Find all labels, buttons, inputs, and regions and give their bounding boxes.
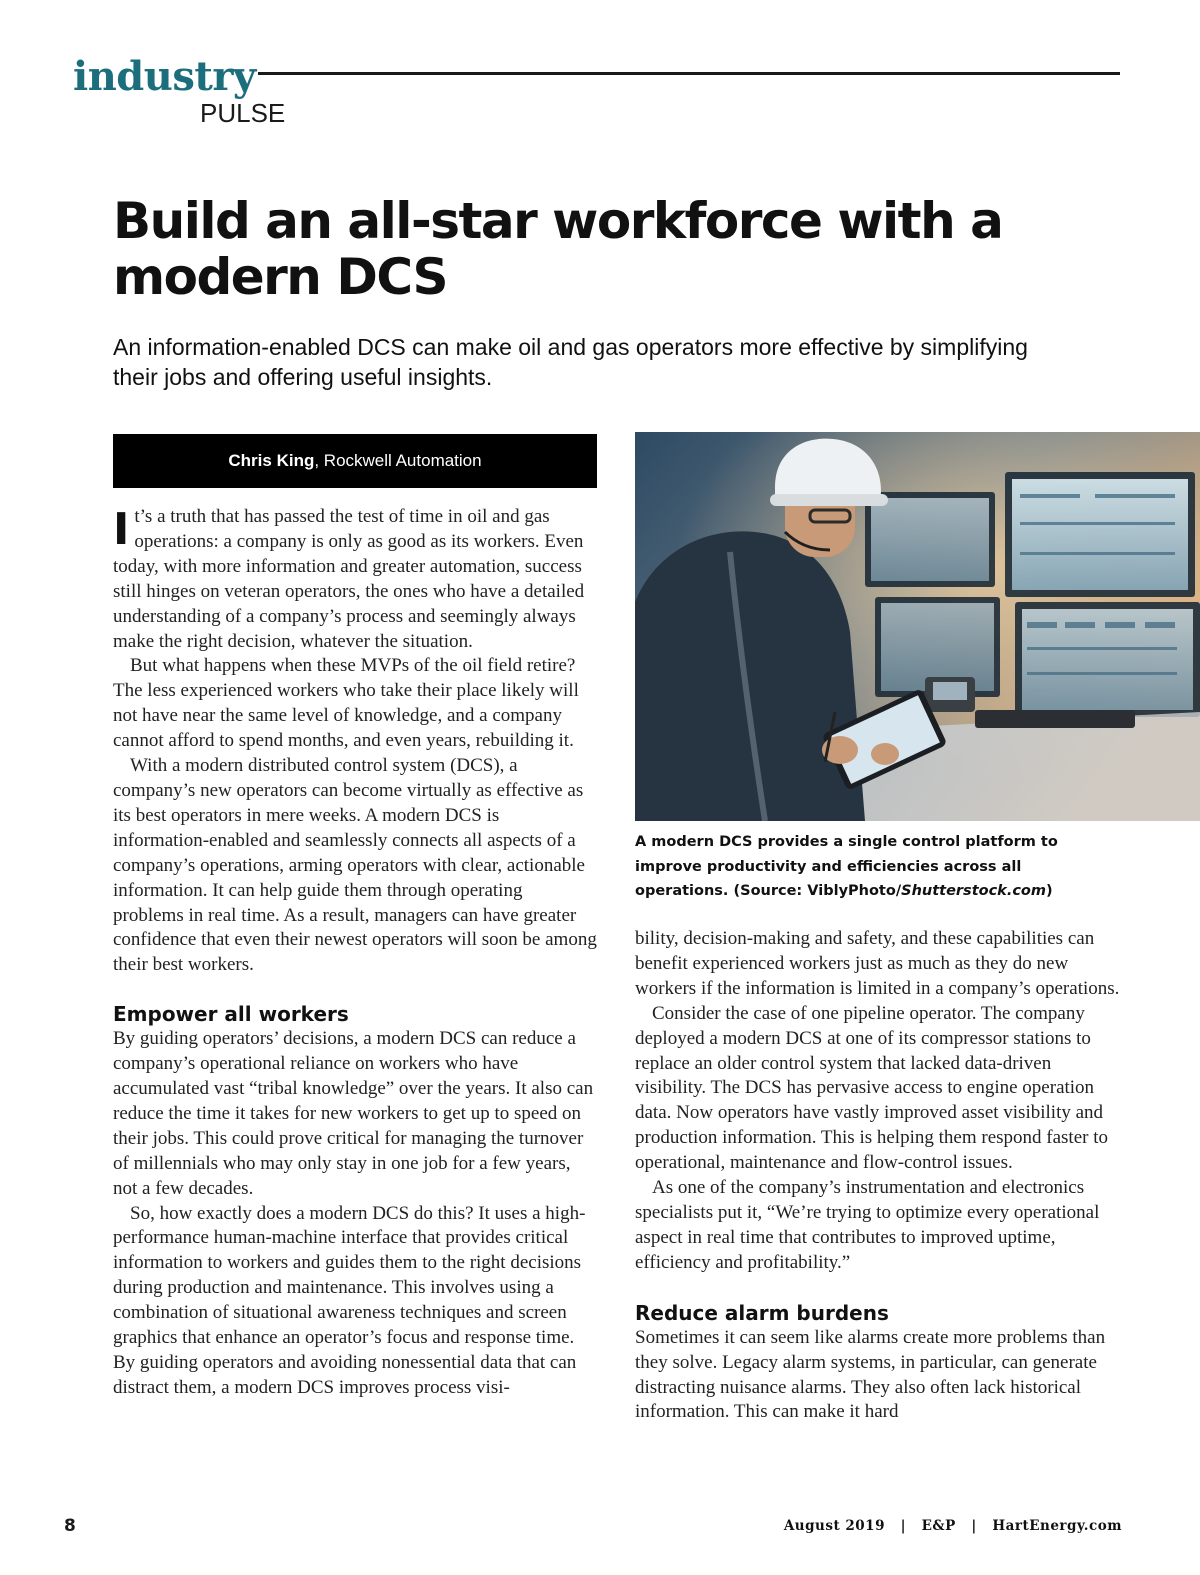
right-column bbox=[635, 927, 1122, 1425]
byline-bar bbox=[113, 434, 597, 488]
footer-separator: | bbox=[971, 1518, 977, 1534]
subhead-empower: Empower all workers bbox=[113, 1002, 349, 1027]
article-deck: An information-enabled DCS can make oil and gas operators more effective by simplifying their jobs and offering useful insights. bbox=[113, 334, 1028, 390]
body-paragraph: But what happens when these MVPs of the oil field retire? The less experienced workers who take their place likely will not have near the same level of knowledge, and a company cannot afford to spend months, and even years, rebuilding it. bbox=[113, 655, 579, 752]
body-paragraph-text: t’s a truth that has passed the test of time in oil and gas operations: a company is only as good as its workers. Even today, with more information and greater automation, success still hinges on veteran operators, the ones who have a detailed understanding of a company’s process and seemingly always make the right decision, whatever the situation. bbox=[113, 506, 585, 652]
header-rule bbox=[258, 72, 1120, 75]
section-subtitle: PULSE bbox=[200, 98, 286, 128]
body-paragraph: Consider the case of one pipeline operator. The company deployed a modern DCS at one of its compressor stations to replace an older control system that lacked data-driven visibility. The DCS has pervasive access to engine operation data. Now operators have vastly improved asset visibility and production information. This is helping them respond faster to operational, maintenance and flow-control issues. bbox=[635, 1002, 1108, 1174]
body-paragraph: By guiding operators’ decisions, a modern DCS can reduce a company’s operational reliance on workers who have accumulated vast “tribal knowledge” over the years. It also can reduce the time it takes for new workers to get up to speed on their jobs. This could prove critical for managing the turnover of millennials who may only stay in one job for a few years, not a few decades. bbox=[113, 1028, 594, 1199]
subhead-alarm: Reduce alarm burdens bbox=[635, 1300, 889, 1325]
body-paragraph: So, how exactly does a modern DCS do this? It uses a high-performance human-machine interface that provides critical information to workers and guides them to the right decisions during production and maintenance. This involves using a combination of situational awareness techniques and screen graphics that enhance an operator’s focus and response time. By guiding operators and avoiding nonessential data that can distract them, a modern DCS improves process visi- bbox=[113, 1202, 586, 1398]
body-paragraph: Sometimes it can seem like alarms create more problems than they solve. Legacy alarm systems, in particular, can generate distracting nuisance alarms. They also often lack historical information. This can make it hard bbox=[635, 1326, 1106, 1423]
page-number: 8 bbox=[64, 1516, 76, 1536]
footer-separator: | bbox=[900, 1518, 906, 1534]
article-photo bbox=[635, 432, 1200, 821]
drop-cap: I bbox=[113, 504, 130, 555]
body-paragraph: With a modern distributed control system (DCS), a company’s new operators can become virtually as effective as its best operators in mere weeks. A modern DCS is information-enabled and seamlessly connects all aspects of a company’s operations, arming operators with clear, actionable information. It can help guide them through operating problems in real time. As a result, managers can have greater confidence that even their newest operators will soon be among their best workers. bbox=[113, 755, 597, 976]
running-footer bbox=[784, 1516, 1122, 1536]
footer-issue: August 2019 bbox=[783, 1518, 885, 1534]
body-paragraph bbox=[113, 505, 597, 654]
footer-magazine: E&P bbox=[921, 1518, 956, 1534]
section-title: industry bbox=[73, 53, 256, 100]
byline-affiliation: , Rockwell Automation bbox=[314, 451, 482, 470]
photo-caption bbox=[635, 830, 1115, 904]
caption-source-prefix: (Source: ViblyPhoto/ bbox=[733, 883, 902, 899]
caption-source-suffix: ) bbox=[1046, 883, 1053, 899]
footer-site: HartEnergy.com bbox=[992, 1518, 1122, 1534]
caption-source-site: Shutterstock.com bbox=[901, 883, 1046, 899]
left-column bbox=[113, 505, 597, 1401]
caption-text: A modern DCS provides a single control platform to improve productivity and efficiencies across all operations. bbox=[635, 834, 1058, 899]
body-paragraph: bility, decision-making and safety, and these capabilities can benefit experienced workers just as much as they do new workers if the information is limited in a company’s operations. bbox=[635, 928, 1120, 999]
article-title: Build an all-star workforce with a modern DCS bbox=[113, 192, 1003, 306]
body-paragraph: As one of the company’s instrumentation and electronics specialists put it, “We’re trying to optimize every operational aspect in real time that contributes to improved uptime, efficiency and profitability.” bbox=[635, 1177, 1100, 1273]
byline-author: Chris King bbox=[228, 451, 315, 470]
